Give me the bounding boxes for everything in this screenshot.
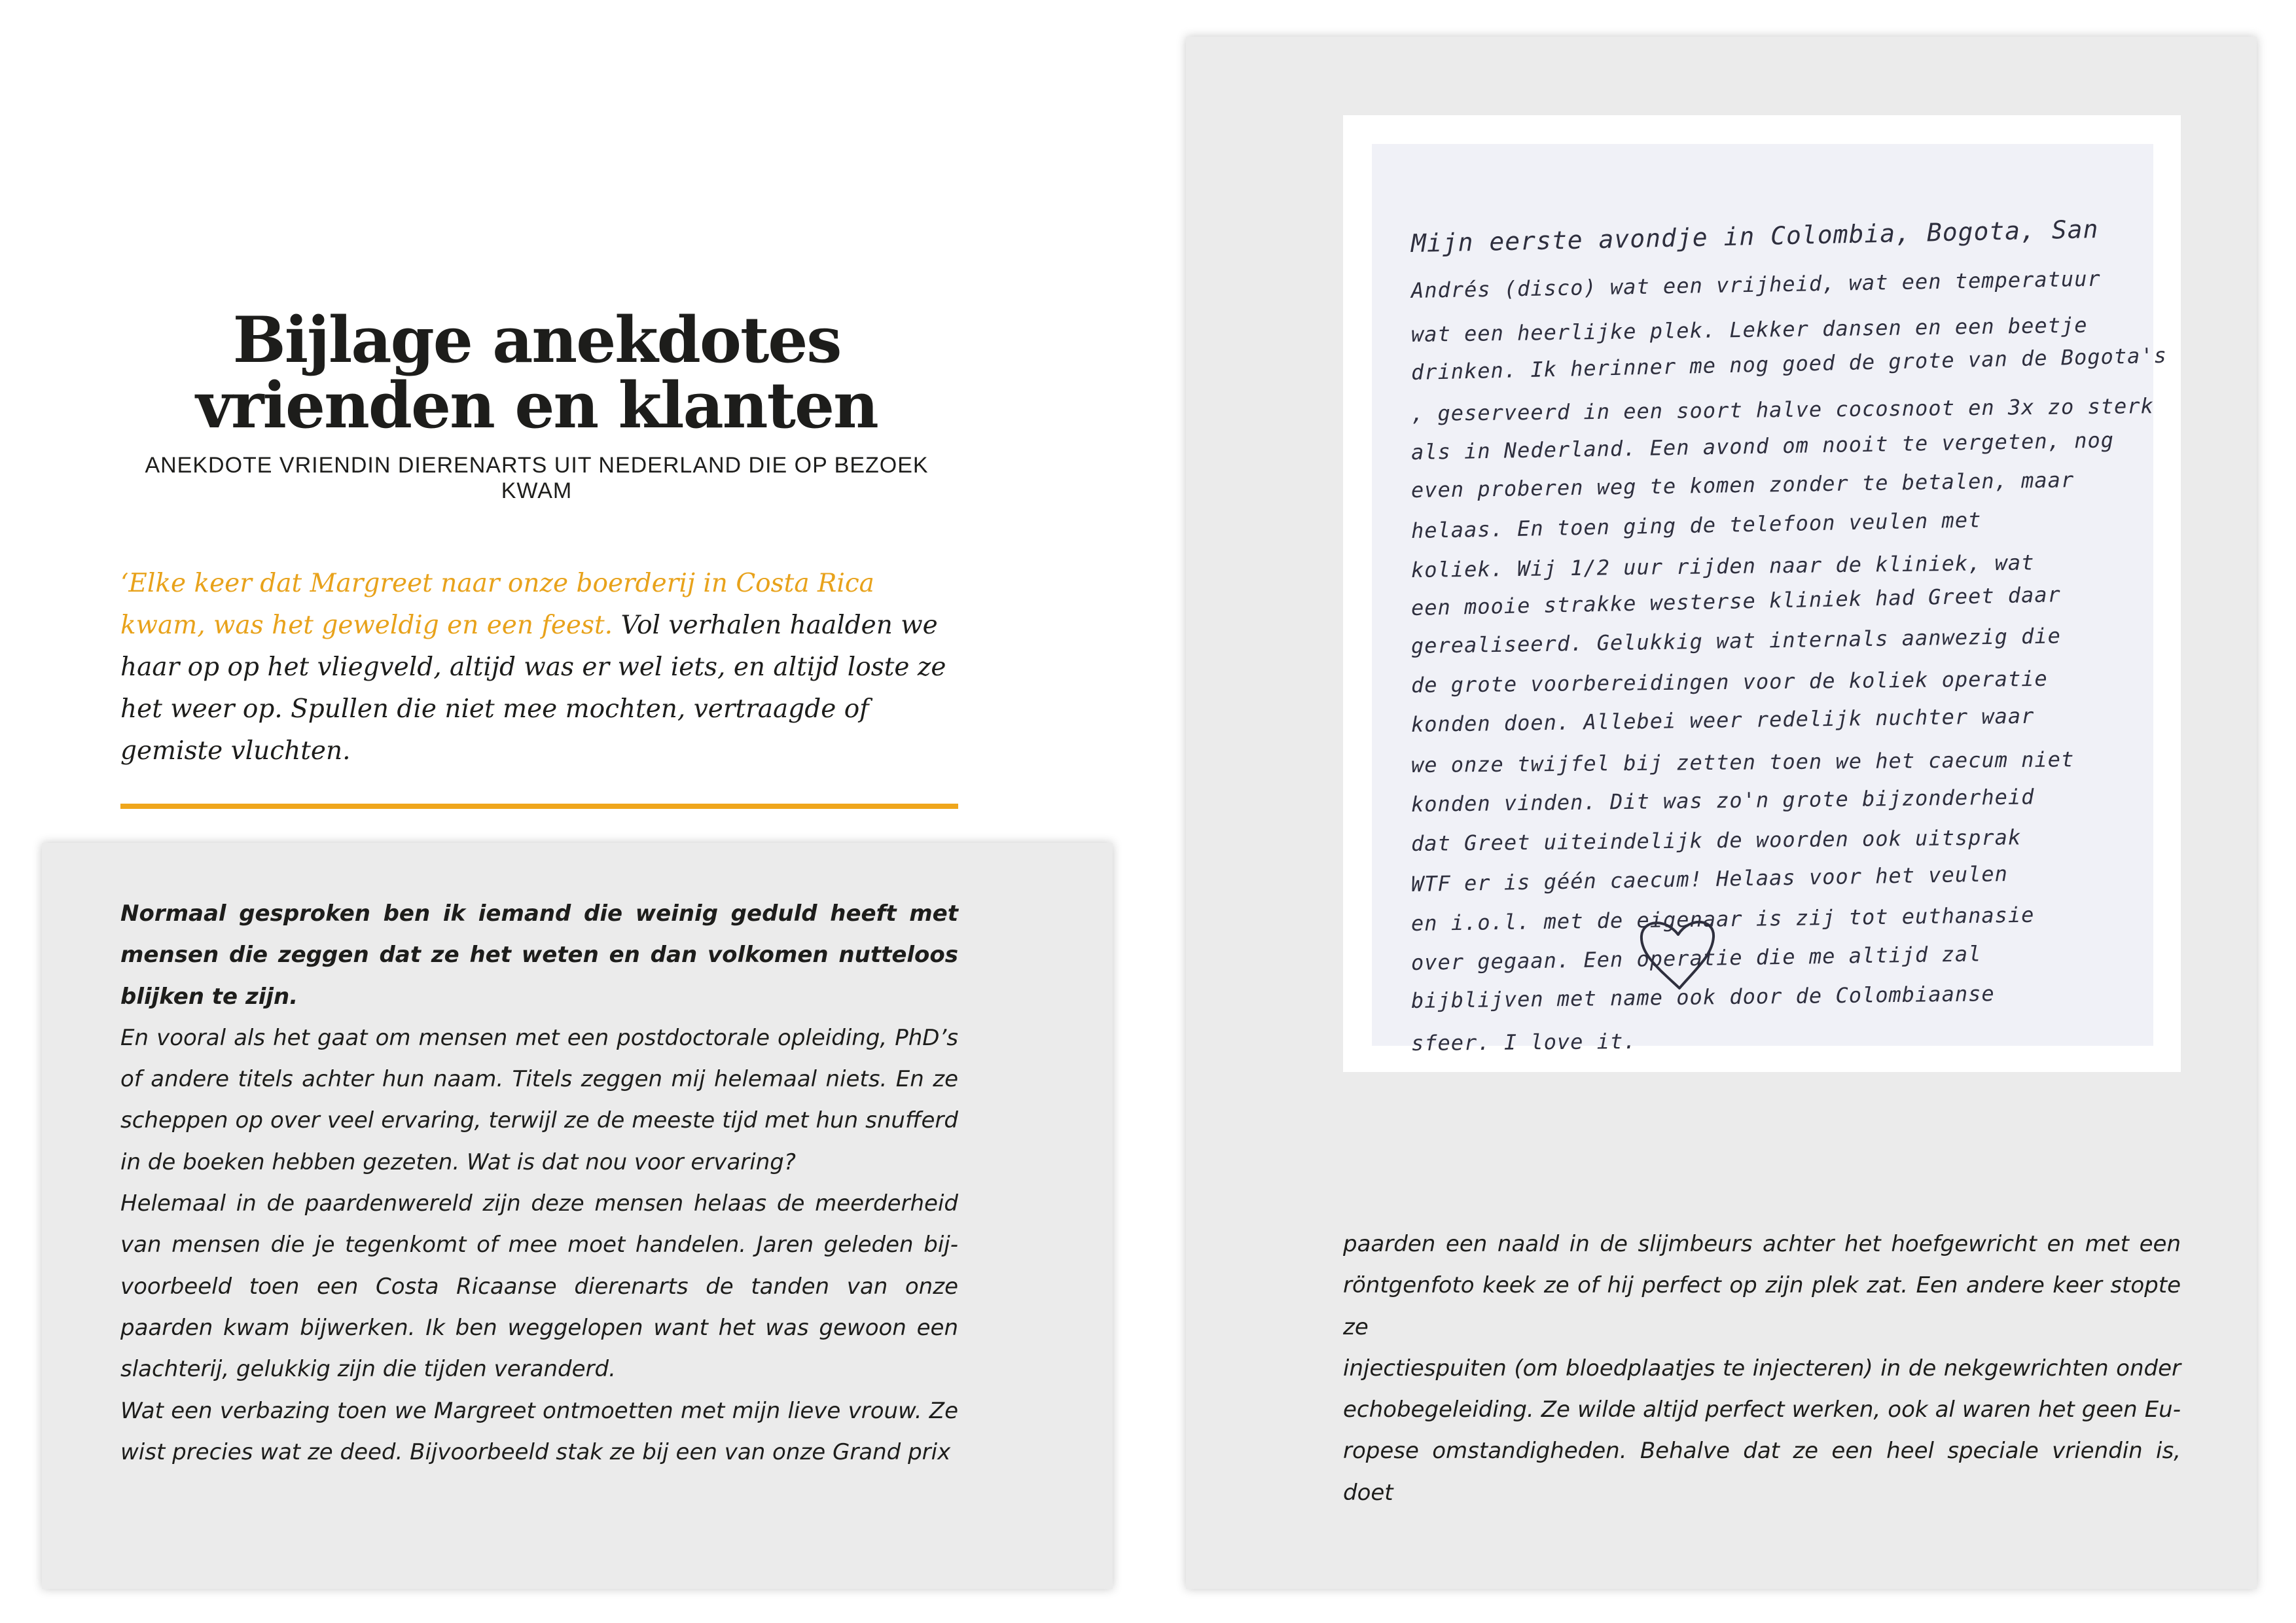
handwritten-line: dat Greet uiteindelijk de woorden ook uitsprak — [1410, 825, 2022, 856]
handwritten-line: Andrés (disco) wat een vrijheid, wat een temperatuur — [1410, 266, 2101, 303]
handwritten-line: koliek. Wij 1/2 uur rijden naar de kliniek, wat — [1410, 550, 2035, 582]
intro-rest: Vol verhalen haalden we haar op op het vliegveld, altijd was er wel iets, en altijd loste ze het weer op. Spullen die niet mee mochten, vertraagde of gemiste vluchten. — [120, 611, 946, 766]
title-block — [118, 303, 956, 504]
handwritten-line: helaas. En toen ging de telefoon veulen met — [1410, 507, 1982, 543]
handwritten-line: drinken. Ik herinner me nog goed de grote van de Bogota's — [1410, 342, 2168, 385]
body-paragraph-2: Helemaal in de paardenwereld zijn deze mensen helaas de meerderheid van mensen die je tegenkomt of mee moet handelen. Jaren geleden bij-voorbeeld toen een Costa Ricaanse dierenarts de tanden van onze paarden kwam bijwerken. Ik ben weggelopen want het was gewoon een slachterij, gelukkig zijn die tijden veranderd. — [120, 1190, 958, 1383]
handwritten-line: , geserveerd in een soort halve cocosnoot en 3x zo sterk — [1410, 393, 2155, 426]
handwritten-line: bijblijven met name ook door de Colombiaanse — [1410, 981, 1995, 1013]
intro-highlight: ‘Elke keer dat Margreet naar onze boerderij in Costa Rica kwam, was het geweldig en een feest. — [120, 569, 874, 640]
intro-divider — [120, 804, 958, 809]
title-line-1: Bijlage anekdotes — [232, 303, 841, 377]
body-line: ropese omstandigheden. Behalve dat ze een heel speciale vriendin is, doet — [1343, 1438, 2181, 1506]
body-line: röntgenfoto keek ze of hij perfect op zijn plek zat. Een andere keer stopte ze — [1343, 1272, 2181, 1340]
body-lead: Normaal gesproken ben ik iemand die weinig geduld heeft met mensen die zeggen dat ze het weten en dan volkomen nutteloos blijken te zijn. — [120, 901, 958, 1010]
body-paragraph-3: Wat een verbazing toen we Margreet ontmoetten met mijn lieve vrouw. Ze wist precies wat ze deed. Bijvoorbeeld stak ze bij een van onze Grand prix — [120, 1397, 958, 1465]
handwritten-line: over gegaan. Een operatie die me altijd zal — [1410, 941, 1982, 975]
handwritten-line: een mooie strakke westerse kliniek had Greet daar — [1410, 582, 2062, 620]
handwritten-line: wat een heerlijke plek. Lekker dansen en een beetje — [1410, 312, 2088, 347]
handwritten-line: we onze twijfel bij zetten toen we het caecum niet — [1410, 747, 2075, 777]
handwritten-line: Mijn eerste avondje in Colombia, Bogota, San — [1410, 215, 2099, 258]
handwritten-line: WTF er is géén caecum! Helaas voor het veulen — [1410, 861, 2009, 897]
handwritten-letter-photo — [1372, 144, 2168, 1056]
handwritten-line: en i.o.l. met de eigenaar is zij tot euthanasie — [1410, 902, 2035, 936]
handwritten-line: even proberen weg te komen zonder te betalen, maar — [1410, 467, 2075, 503]
heart-icon — [1372, 144, 2153, 1046]
handwritten-line: konden doen. Allebei weer redelijk nuchter waar — [1410, 703, 2035, 737]
page-subtitle: ANEKDOTE VRIENDIN DIERENARTS UIT NEDERLAND DIE OP BEZOEK KWAM — [145, 453, 929, 503]
body-paragraph-1: En vooral als het gaat om mensen met een postdoctorale opleiding, PhD’s of andere titels achter hun naam. Titels zeggen mij helemaal niets. En ze scheppen op over veel ervaring, terwijl ze de meeste tijd met hun snufferd in de boeken hebben gezeten. Wat is dat nou voor ervaring? — [120, 1024, 958, 1175]
handwritten-line: als in Nederland. Een avond om nooit te vergeten, nog — [1410, 427, 2115, 465]
handwritten-line: de grote voorbereidingen voor de koliek operatie — [1410, 666, 2048, 698]
page-title — [118, 303, 956, 442]
handwritten-line: sfeer. I love it. — [1410, 1028, 1637, 1056]
body-line: echobegeleiding. Ze wilde altijd perfect werken, ook al waren het geen Eu- — [1343, 1397, 2181, 1423]
right-body-text — [1343, 1224, 2181, 1514]
title-line-2: vrienden en klanten — [196, 368, 878, 442]
body-line: paarden een naald in de slijmbeurs achter het hoefgewricht en met een — [1343, 1231, 2181, 1257]
handwritten-line: gerealiseerd. Gelukkig wat internals aanwezig die — [1410, 623, 2062, 658]
left-body-text — [120, 893, 958, 1473]
handwritten-line: konden vinden. Dit was zo'n grote bijzonderheid — [1410, 784, 2035, 817]
body-line: injectiespuiten (om bloedplaatjes te injecteren) in de nekgewrichten onder — [1343, 1355, 2181, 1382]
intro-paragraph — [120, 563, 965, 772]
